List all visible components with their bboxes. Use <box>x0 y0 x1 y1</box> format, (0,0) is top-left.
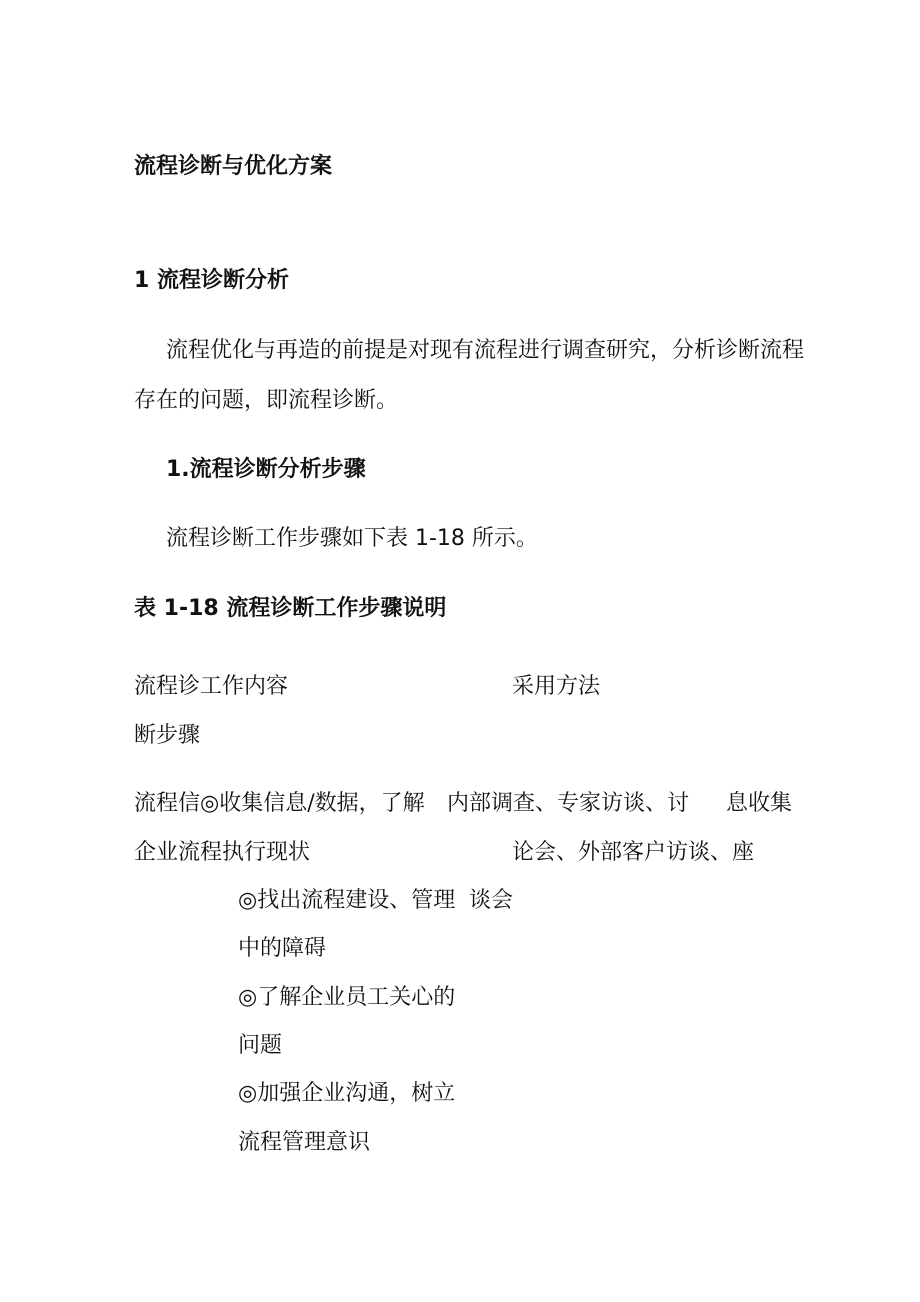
row1-method-line-3: 谈会 <box>469 888 514 913</box>
row1-step-line-1: 流程信 <box>134 791 201 816</box>
row1-content-line-1: ◎收集信息/数据，了解 <box>200 791 425 816</box>
row1-content-line-8: 流程管理意识 <box>238 1130 371 1155</box>
section-heading: 1 流程诊断分析 <box>134 268 289 293</box>
row1-content-line-6: 问题 <box>238 1033 283 1058</box>
row1-content-line-3: ◎找出流程建设、管理 <box>238 888 456 913</box>
row1-step-suffix: 息收集 <box>726 791 793 816</box>
row1-content-line-7: ◎加强企业沟通，树立 <box>238 1081 456 1106</box>
row1-content-line-4: 中的障碍 <box>238 936 327 961</box>
row1-method-line-2: 论会、外部客户访谈、座 <box>512 840 755 865</box>
row1-content-line-2: 流程执行现状 <box>178 840 311 865</box>
header-content: 工作内容 <box>200 674 289 699</box>
intro-paragraph-line-2: 存在的问题，即流程诊断。 <box>134 388 399 413</box>
sub-heading: 1.流程诊断分析步骤 <box>166 457 366 482</box>
intro-paragraph-line-1: 流程优化与再造的前提是对现有流程进行调查研究，分析诊断流程 <box>166 338 805 363</box>
row1-content-line-5: ◎了解企业员工关心的 <box>238 985 456 1010</box>
header-step-line-2: 断步骤 <box>134 723 201 748</box>
row1-step-line-2: 企业 <box>134 840 179 865</box>
header-method: 采用方法 <box>512 674 601 699</box>
doc-title: 流程诊断与优化方案 <box>134 154 333 179</box>
row1-method-line-1: 内部调查、专家访谈、讨 <box>447 791 690 816</box>
header-step-line-1: 流程诊 <box>134 674 201 699</box>
sub-intro-text: 流程诊断工作步骤如下表 1-18 所示。 <box>166 526 538 551</box>
table-caption: 表 1-18 流程诊断工作步骤说明 <box>134 596 447 621</box>
